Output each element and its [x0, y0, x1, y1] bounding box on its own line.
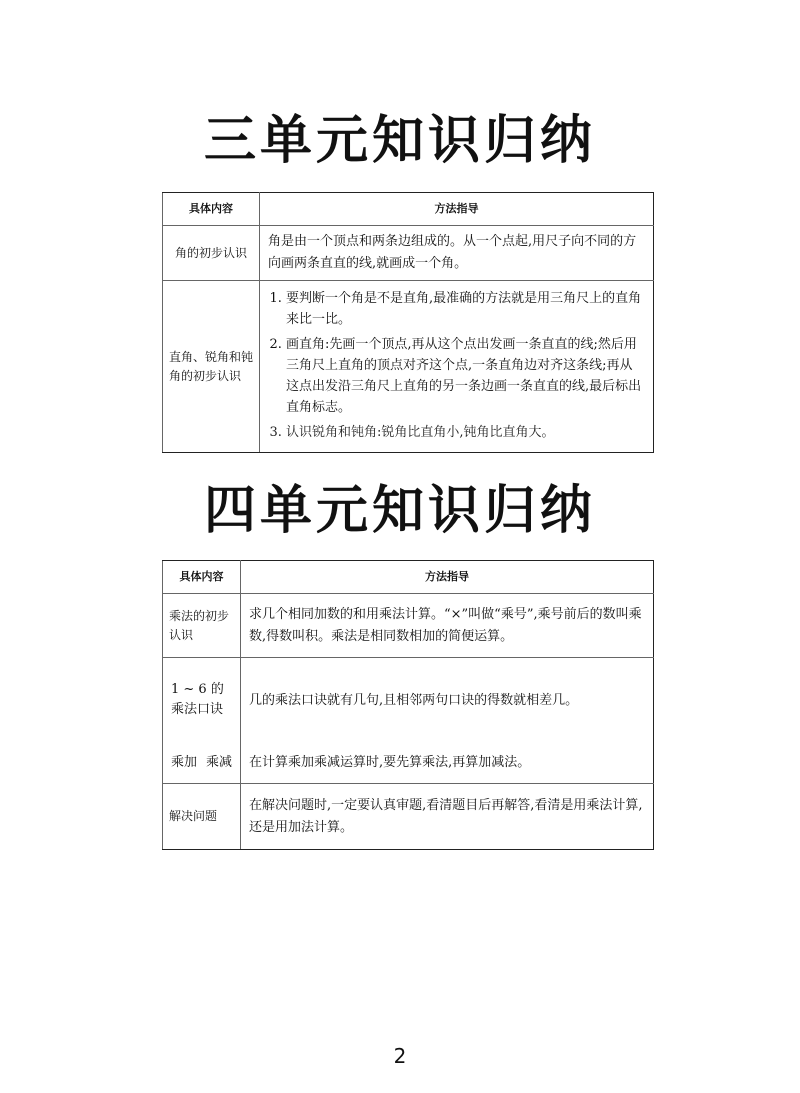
row-method: 角是由一个顶点和两条边组成的。从一个点起,用尺子向不同的方向画两条直直的线,就画成一个角。	[260, 226, 654, 281]
page-number: 2	[393, 1044, 407, 1068]
row-method-stack	[241, 658, 654, 784]
table-row	[163, 594, 654, 658]
column-header-method: 方法指导	[260, 193, 654, 226]
unit3-knowledge-table	[162, 192, 654, 453]
row-method: 在解决问题时,一定要认真审题,看清题目后再解答,看清是用乘法计算,还是用加法计算。	[241, 784, 654, 850]
column-header-content: 具体内容	[163, 193, 260, 226]
table-row	[163, 784, 654, 850]
unit4-title: 四单元知识归纳	[203, 481, 596, 541]
row-topic: 直角、锐角和钝角的初步认识	[163, 281, 260, 453]
row-topic: 乘法的初步认识	[163, 594, 241, 658]
list-item: 3. 认识锐角和钝角:锐角比直角小,钝角比直角大。	[286, 422, 645, 443]
row-topic: 角的初步认识	[163, 226, 260, 281]
table-header-row	[163, 561, 654, 594]
unit4-knowledge-table	[162, 560, 654, 850]
method-list	[268, 288, 645, 443]
row-method: 几的乘法口诀就有几句,且相邻两句口诀的得数就相差几。	[249, 692, 579, 708]
row-topic: 1 ~ 6 的乘法口诀	[171, 682, 224, 717]
row-method: 在计算乘加乘减运算时,要先算乘法,再算加减法。	[249, 754, 531, 770]
table-row	[163, 658, 654, 784]
table-row	[163, 226, 654, 281]
row-method: 求几个相同加数的和用乘法计算。“×”叫做“乘号”,乘号前后的数叫乘数,得数叫积。乘法是相同数相加的简便运算。	[241, 594, 654, 658]
list-item: 2. 画直角:先画一个顶点,再从这个点出发画一条直直的线;然后用三角尺上直角的顶点对齐这个点,一条直角边对齐这条线;再从这点出发沿三角尺上直角的另一条边画一条直直的线,最后标出直角标志。	[286, 334, 645, 418]
row-topic-pair	[163, 742, 240, 783]
unit3-title: 三单元知识归纳	[203, 111, 596, 171]
column-header-content: 具体内容	[163, 561, 241, 594]
column-header-method: 方法指导	[241, 561, 654, 594]
table-row	[163, 281, 654, 453]
table-header-row	[163, 193, 654, 226]
row-topic-right: 乘减	[205, 755, 232, 770]
row-topic: 解决问题	[163, 784, 241, 850]
row-topic-stack	[163, 658, 241, 784]
list-item: 1. 要判断一个角是不是直角,最准确的方法就是用三角尺上的直角来比一比。	[286, 288, 645, 330]
row-topic-left: 乘加	[171, 755, 198, 770]
row-method	[260, 281, 654, 453]
